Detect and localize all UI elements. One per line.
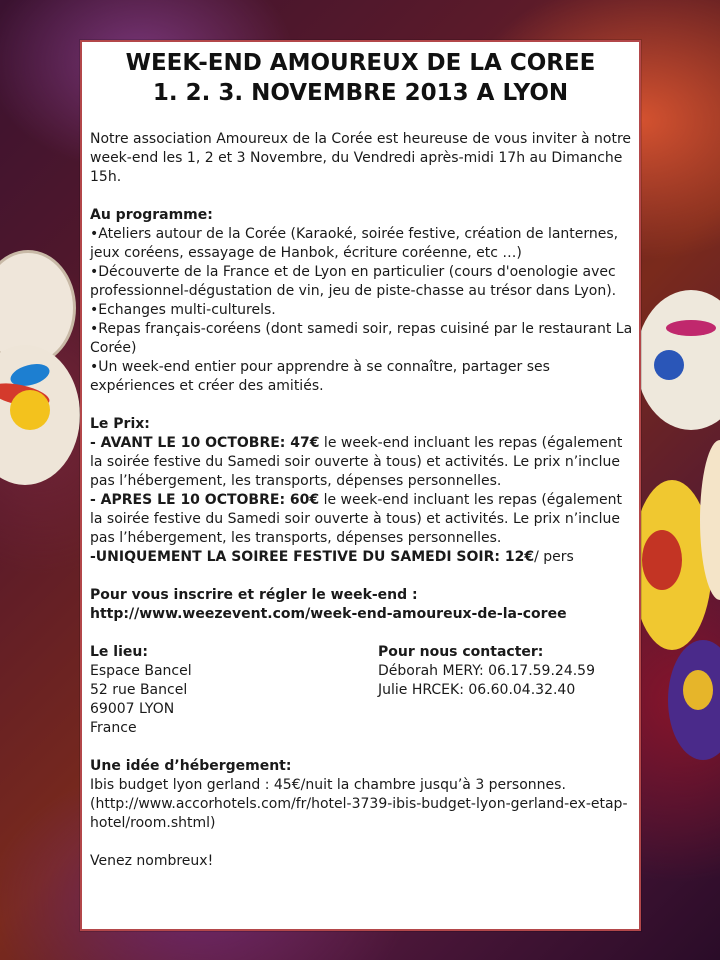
prix-before [90, 434, 635, 491]
closing-text: Venez nombreux! [90, 853, 214, 869]
programme-item: •Repas français-coréens (dont samedi soir, repas cuisiné par le restaurant La Corée) [90, 321, 633, 356]
contact-heading: Pour nous contacter: [378, 644, 544, 660]
title-line-1: WEEK-END AMOUREUX DE LA COREE [125, 50, 596, 76]
hebergement-line: Ibis budget lyon gerland : 45€/nuit la chambre jusqu’à 3 personnes. [90, 777, 566, 793]
programme-item: •Echanges multi-culturels. [90, 302, 276, 318]
prix-after [90, 491, 635, 548]
programme-heading: Au programme: [90, 207, 213, 223]
lieu-line: Espace Bancel [90, 663, 192, 679]
prix-soiree-text: / pers [534, 549, 574, 565]
prix-soiree [90, 548, 635, 567]
mask-decoration [636, 290, 720, 430]
contact-line: Déborah MERY: 06.17.59.24.59 [378, 663, 595, 679]
contact-line: Julie HRCEK: 06.60.04.32.40 [378, 682, 576, 698]
lieu-line: 52 rue Bancel [90, 682, 188, 698]
lieu-contact-section [90, 643, 635, 738]
title-line-2: 1. 2. 3. NOVEMBRE 2013 A LYON [152, 80, 569, 106]
flyer-card [80, 40, 641, 931]
mask-decoration [10, 390, 50, 430]
hebergement-link[interactable]: (http://www.accorhotels.com/fr/hotel-3739-ibis-budget-lyon-gerland-ex-etap-hotel/room.shtml) [90, 796, 628, 831]
mask-decoration [668, 640, 720, 760]
prix-after-label: - APRES LE 10 OCTOBRE: 60€ [90, 492, 320, 508]
lieu-heading: Le lieu: [90, 644, 148, 660]
inscription-heading: Pour vous inscrire et régler le week-end : [90, 587, 418, 603]
programme-item: •Un week-end entier pour apprendre à se connaître, partager ses expériences et créer des amitiés. [90, 359, 550, 394]
lieu-line: 69007 LYON [90, 701, 175, 717]
prix-after-text: le week-end incluant les repas (également la soirée festive du Samedi soir ouverte à tous) et activités. Le prix n’inclue pas l’hébergement, les transports, dépenses personnelles. [90, 492, 622, 546]
prix-before-text: le week-end incluant les repas (également la soirée festive du Samedi soir ouverte à tous) et activités. Le prix n’inclue pas l’hébergement, les transports, dépenses personnelles. [90, 435, 623, 489]
contact-column [378, 643, 635, 738]
prix-heading: Le Prix: [90, 416, 150, 432]
programme-item: •Ateliers autour de la Corée (Karaoké, soirée festive, création de lanternes, jeux coréens, essayage de Hanbok, écriture coréenne, etc …) [90, 226, 619, 261]
prix-soiree-label: -UNIQUEMENT LA SOIREE FESTIVE DU SAMEDI SOIR: 12€ [90, 549, 535, 565]
inscription-link[interactable]: http://www.weezevent.com/week-end-amoureux-de-la-coree [90, 606, 567, 622]
programme-item: •Découverte de la France et de Lyon en particulier (cours d'oenologie avec professionnel-dégustation de vin, jeu de piste-chasse au trésor dans Lyon). [90, 264, 617, 299]
lieu-column [90, 643, 378, 738]
flyer-title [82, 48, 639, 108]
intro-paragraph: Notre association Amoureux de la Corée est heureuse de vous inviter à notre week-end les 1, 2 et 3 Novembre, du Vendredi après-midi 17h au Dimanche 15h. [90, 131, 632, 185]
hebergement-heading: Une idée d’hébergement: [90, 758, 292, 774]
lieu-line: France [90, 720, 137, 736]
prix-before-label: - AVANT LE 10 OCTOBRE: 47€ [90, 435, 320, 451]
flyer-body [90, 130, 635, 871]
